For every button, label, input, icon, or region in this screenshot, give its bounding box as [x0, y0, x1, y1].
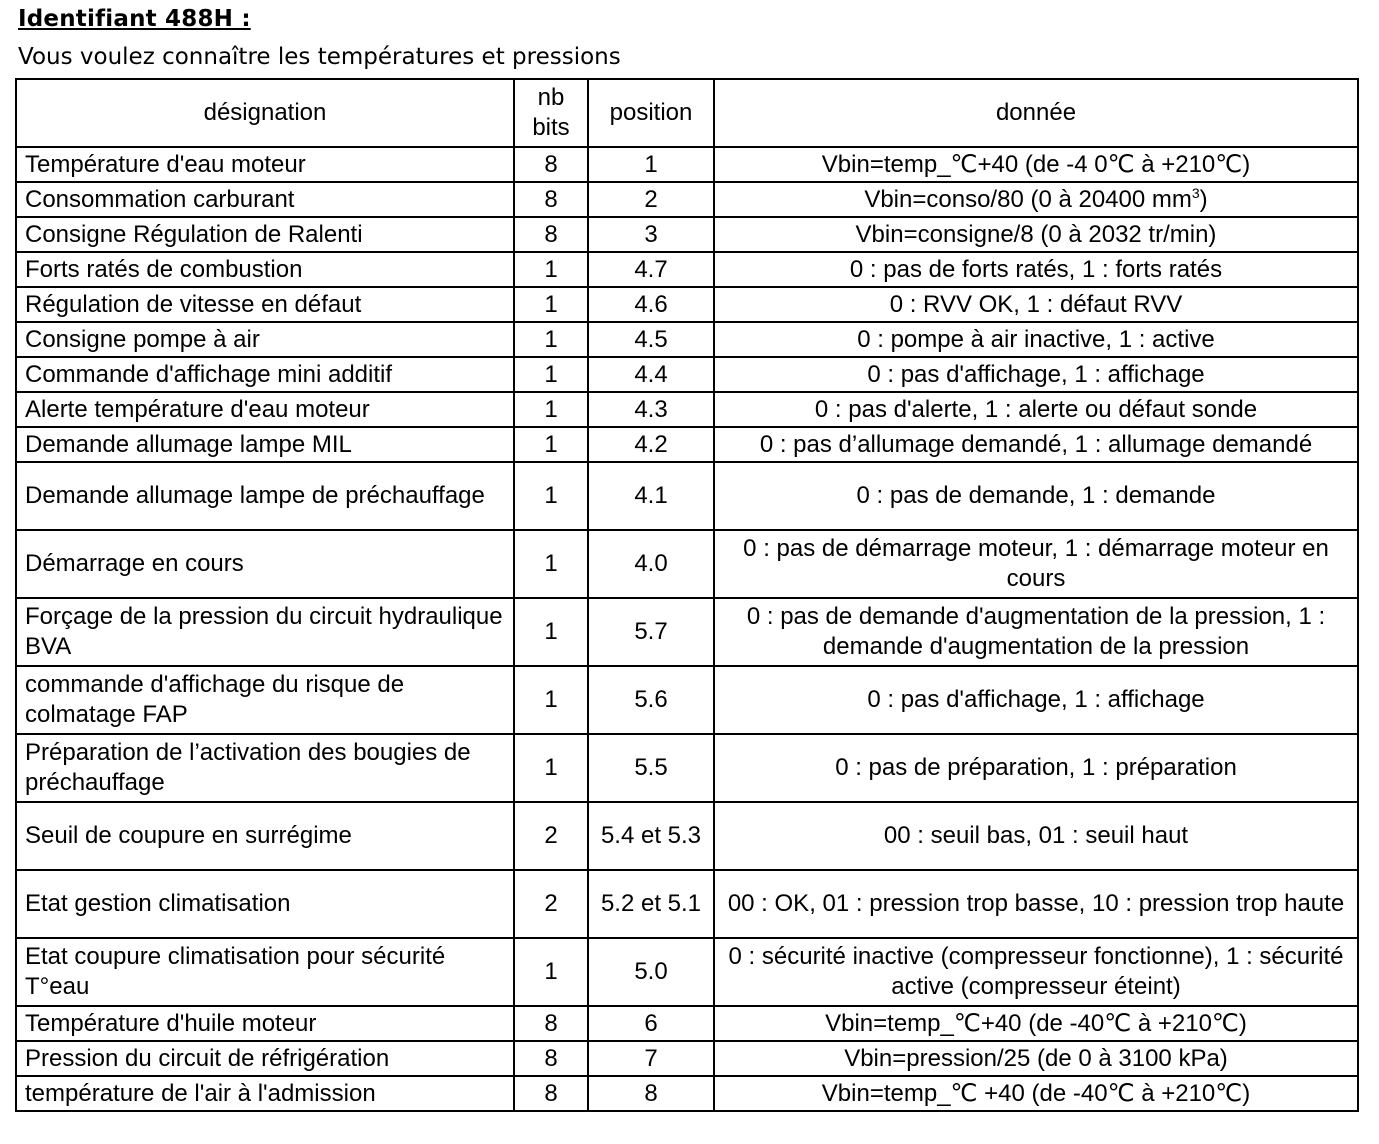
row-nb-bits: 8	[514, 217, 588, 252]
row-donnee: 0 : pas d'alerte, 1 : alerte ou défaut sonde	[714, 392, 1358, 427]
row-designation: Etat coupure climatisation pour sécurité T°eau	[16, 938, 514, 1006]
header-donnee: donnée	[714, 79, 1358, 147]
row-donnee: 00 : OK, 01 : pression trop basse, 10 : pression trop haute	[714, 870, 1358, 938]
row-position: 5.4 et 5.3	[588, 802, 714, 870]
table-row	[16, 530, 1358, 598]
row-designation: Alerte température d'eau moteur	[16, 392, 514, 427]
row-donnee: Vbin=pression/25 (de 0 à 3100 kPa)	[714, 1041, 1358, 1076]
table-row	[16, 1076, 1358, 1111]
row-position: 7	[588, 1041, 714, 1076]
row-donnee: Vbin=temp_℃ +40 (de -40℃ à +210℃)	[714, 1076, 1358, 1111]
row-nb-bits: 1	[514, 392, 588, 427]
row-nb-bits: 1	[514, 252, 588, 287]
row-designation: Demande allumage lampe de préchauffage	[16, 462, 514, 530]
row-position: 5.0	[588, 938, 714, 1006]
table-row	[16, 427, 1358, 462]
row-designation: Préparation de l’activation des bougies de préchauffage	[16, 734, 514, 802]
row-nb-bits: 1	[514, 666, 588, 734]
table-row	[16, 870, 1358, 938]
table-row	[16, 147, 1358, 182]
table-row	[16, 322, 1358, 357]
row-position: 4.6	[588, 287, 714, 322]
row-designation: Démarrage en cours	[16, 530, 514, 598]
row-donnee-end: )	[1199, 185, 1208, 213]
row-nb-bits: 1	[514, 357, 588, 392]
row-donnee: 0 : pas d'affichage, 1 : affichage	[714, 666, 1358, 734]
table-row	[16, 1041, 1358, 1076]
table-row	[16, 392, 1358, 427]
row-designation: Forçage de la pression du circuit hydraulique BVA	[16, 598, 514, 666]
row-nb-bits: 1	[514, 598, 588, 666]
row-designation: Seuil de coupure en surrégime	[16, 802, 514, 870]
row-position: 4.2	[588, 427, 714, 462]
header-nb-bits-line2: bits	[532, 114, 570, 141]
row-designation: Etat gestion climatisation	[16, 870, 514, 938]
row-designation: température de l'air à l'admission	[16, 1076, 514, 1111]
row-position: 5.5	[588, 734, 714, 802]
document-subtitle: Vous voulez connaître les températures et pressions	[18, 44, 621, 70]
row-nb-bits: 1	[514, 734, 588, 802]
row-nb-bits: 1	[514, 462, 588, 530]
row-position: 3	[588, 217, 714, 252]
table-row	[16, 287, 1358, 322]
row-donnee: 0 : pas d'affichage, 1 : affichage	[714, 357, 1358, 392]
row-position: 4.1	[588, 462, 714, 530]
row-nb-bits: 8	[514, 1076, 588, 1111]
row-nb-bits: 8	[514, 147, 588, 182]
row-position: 4.7	[588, 252, 714, 287]
header-designation: désignation	[16, 79, 514, 147]
table-row	[16, 734, 1358, 802]
row-designation: Température d'huile moteur	[16, 1006, 514, 1041]
identifier-table	[15, 78, 1359, 1112]
row-designation: Régulation de vitesse en défaut	[16, 287, 514, 322]
table-row	[16, 1006, 1358, 1041]
table-row	[16, 666, 1358, 734]
row-nb-bits: 2	[514, 802, 588, 870]
row-donnee: 0 : pas d’allumage demandé, 1 : allumage demandé	[714, 427, 1358, 462]
row-designation: Consommation carburant	[16, 182, 514, 217]
row-donnee: 0 : pas de demande d'augmentation de la pression, 1 : demande d'augmentation de la pression	[714, 598, 1358, 666]
row-donnee: Vbin=consigne/8 (0 à 2032 tr/min)	[714, 217, 1358, 252]
row-nb-bits: 1	[514, 287, 588, 322]
table-row	[16, 252, 1358, 287]
row-donnee: Vbin=temp_℃+40 (de -4 0℃ à +210℃)	[714, 147, 1358, 182]
row-donnee: 0 : pas de démarrage moteur, 1 : démarrage moteur en cours	[714, 530, 1358, 598]
header-position: position	[588, 79, 714, 147]
row-donnee-text: Vbin=conso/80 (0 à 20400 mm	[864, 185, 1192, 213]
row-nb-bits: 1	[514, 322, 588, 357]
row-nb-bits: 8	[514, 1041, 588, 1076]
row-designation: Demande allumage lampe MIL	[16, 427, 514, 462]
table-row	[16, 182, 1358, 217]
row-position: 4.4	[588, 357, 714, 392]
row-position: 4.5	[588, 322, 714, 357]
row-position: 8	[588, 1076, 714, 1111]
row-nb-bits: 1	[514, 427, 588, 462]
table-header-row	[16, 79, 1358, 147]
row-donnee: 00 : seuil bas, 01 : seuil haut	[714, 802, 1358, 870]
table-row	[16, 938, 1358, 1006]
row-position: 6	[588, 1006, 714, 1041]
row-designation: commande d'affichage du risque de colmatage FAP	[16, 666, 514, 734]
header-nb-bits	[514, 79, 588, 147]
row-donnee: 0 : pas de préparation, 1 : préparation	[714, 734, 1358, 802]
row-donnee: 0 : pas de forts ratés, 1 : forts ratés	[714, 252, 1358, 287]
table-row	[16, 598, 1358, 666]
row-position: 5.2 et 5.1	[588, 870, 714, 938]
row-donnee: 0 : RVV OK, 1 : défaut RVV	[714, 287, 1358, 322]
row-nb-bits: 1	[514, 938, 588, 1006]
row-donnee-superscript: 3	[1191, 184, 1200, 201]
row-designation: Forts ratés de combustion	[16, 252, 514, 287]
row-position: 2	[588, 182, 714, 217]
row-position: 5.6	[588, 666, 714, 734]
document-title: Identifiant 488H :	[18, 6, 251, 32]
table-row	[16, 462, 1358, 530]
row-donnee	[714, 182, 1358, 217]
row-donnee: 0 : pas de demande, 1 : demande	[714, 462, 1358, 530]
row-designation: Température d'eau moteur	[16, 147, 514, 182]
row-designation: Commande d'affichage mini additif	[16, 357, 514, 392]
row-nb-bits: 1	[514, 530, 588, 598]
row-donnee: 0 : pompe à air inactive, 1 : active	[714, 322, 1358, 357]
table-row	[16, 357, 1358, 392]
row-designation: Pression du circuit de réfrigération	[16, 1041, 514, 1076]
row-position: 1	[588, 147, 714, 182]
header-nb-bits-line1: nb	[537, 84, 565, 111]
row-donnee: Vbin=temp_℃+40 (de -40℃ à +210℃)	[714, 1006, 1358, 1041]
row-nb-bits: 8	[514, 182, 588, 217]
row-designation: Consigne pompe à air	[16, 322, 514, 357]
table-row	[16, 802, 1358, 870]
row-position: 4.3	[588, 392, 714, 427]
row-position: 4.0	[588, 530, 714, 598]
row-designation: Consigne Régulation de Ralenti	[16, 217, 514, 252]
row-donnee: 0 : sécurité inactive (compresseur fonctionne), 1 : sécurité active (compresseur éteint)	[714, 938, 1358, 1006]
row-nb-bits: 8	[514, 1006, 588, 1041]
table-row	[16, 217, 1358, 252]
row-nb-bits: 2	[514, 870, 588, 938]
row-position: 5.7	[588, 598, 714, 666]
